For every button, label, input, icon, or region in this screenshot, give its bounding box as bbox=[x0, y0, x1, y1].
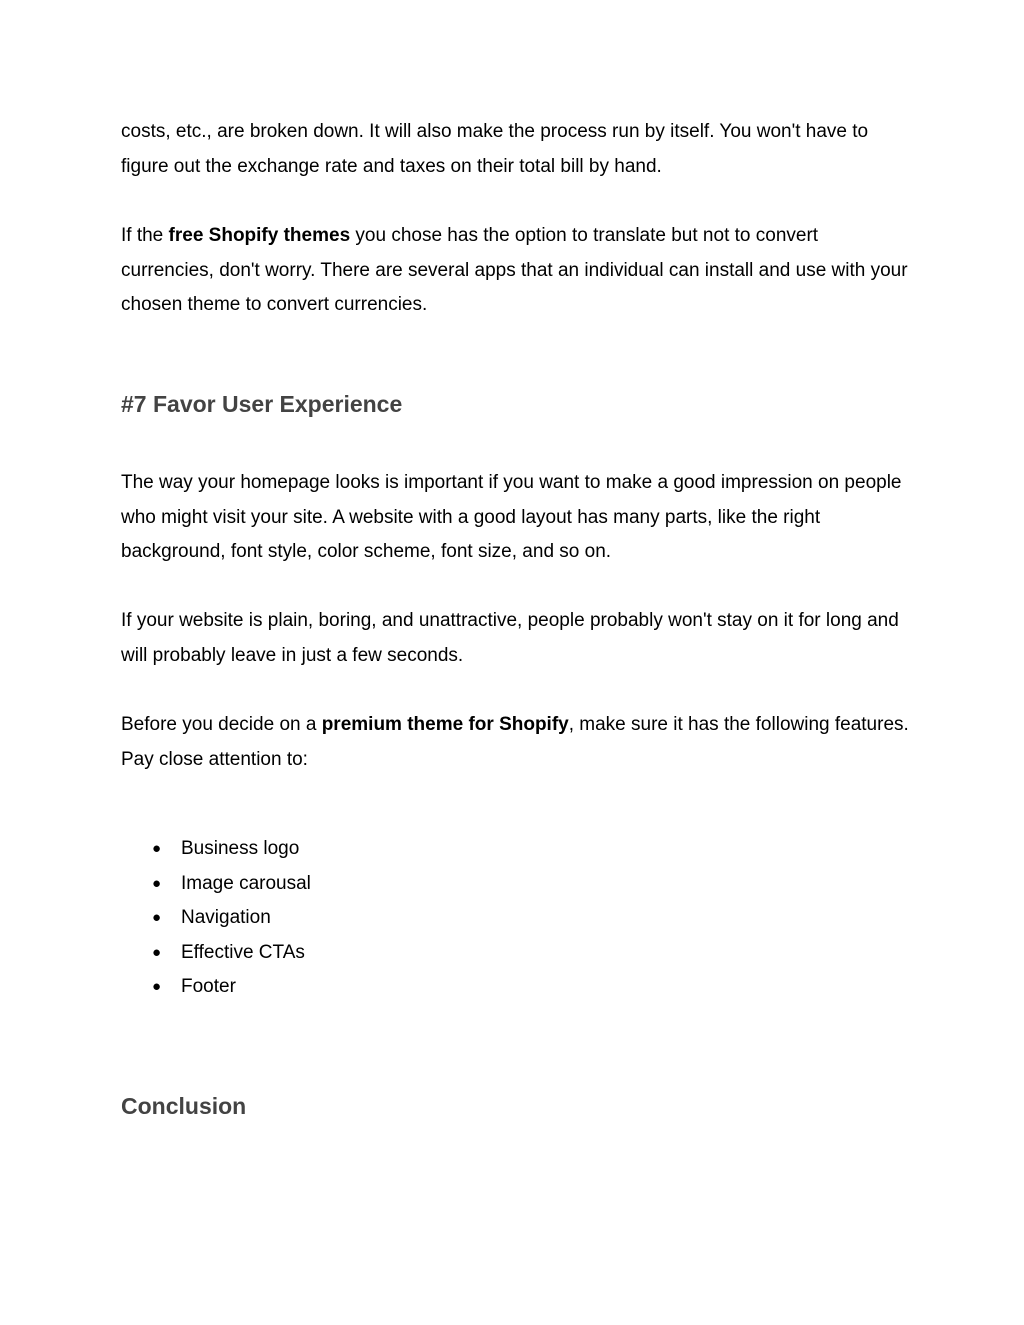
paragraph-homepage-looks: The way your homepage looks is important if you want to make a good impression on people who might visit your site. A website with a good layout has many parts, like the right background, font style, color scheme, font size, and so on. bbox=[121, 472, 902, 562]
bullet-icon: ● bbox=[152, 943, 162, 961]
bullet-icon: ● bbox=[152, 909, 162, 927]
paragraph-premium-theme bbox=[121, 708, 911, 777]
feature-list bbox=[121, 832, 311, 1005]
bold-phrase-free-shopify-themes: free Shopify themes bbox=[168, 225, 351, 246]
paragraph-currency-breakdown: costs, etc., are broken down. It will also make the process run by itself. You won't have to figure out the exchange rate and taxes on their total bill by hand. bbox=[121, 121, 869, 177]
paragraph-plain-website: If your website is plain, boring, and unattractive, people probably won't stay on it for long and will probably leave in just a few seconds. bbox=[121, 610, 899, 666]
list-item-label: Navigation bbox=[181, 907, 271, 929]
list-item-label: Footer bbox=[181, 976, 236, 998]
paragraph-free-themes bbox=[121, 219, 911, 323]
list-item-label: Effective CTAs bbox=[181, 941, 305, 963]
bold-phrase-premium-theme: premium theme for Shopify bbox=[321, 714, 569, 735]
bullet-icon: ● bbox=[152, 978, 162, 996]
heading-favor-user-experience: #7 Favor User Experience bbox=[121, 391, 403, 417]
text-run: , make sure it has the following features. Pay close attention to: bbox=[121, 714, 909, 770]
list-item bbox=[121, 867, 311, 902]
bullet-icon: ● bbox=[152, 874, 162, 892]
list-item bbox=[121, 901, 311, 936]
list-item-label: Business logo bbox=[181, 838, 300, 859]
text-run: you chose has the option to translate but not to convert currencies, don't worry. There are several apps that an individual can install and use with your chosen theme to convert currencies. bbox=[121, 225, 908, 315]
text-run: If the bbox=[121, 225, 169, 246]
heading-conclusion: Conclusion bbox=[121, 1093, 247, 1119]
list-item bbox=[121, 936, 311, 971]
bullet-icon: ● bbox=[152, 840, 162, 857]
list-item bbox=[121, 832, 311, 867]
list-item-label: Image carousal bbox=[181, 872, 311, 894]
list-item bbox=[121, 970, 311, 1005]
text-run: Before you decide on a bbox=[121, 714, 322, 735]
